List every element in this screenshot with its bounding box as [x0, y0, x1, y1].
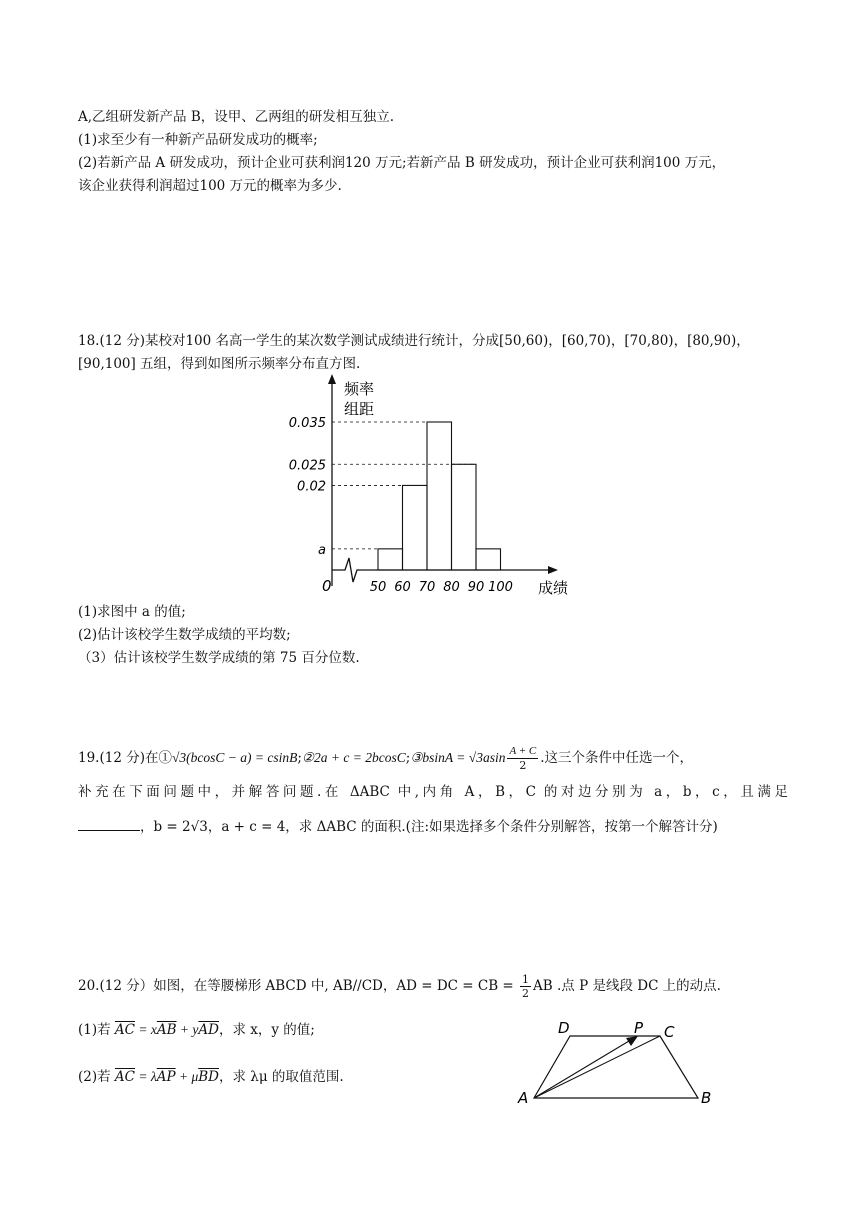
y-tick-label: a [318, 542, 326, 558]
q19-line1: 19.(12 分)在①√3(bcosC − a) = csinB;②2a + c = 2bcosC;③bsinA = √3asin $\frac{A + C}{2}$ .这三个条件中任选一个， [78, 745, 694, 772]
y-label-top: 频率 [344, 380, 375, 398]
vector-ap [534, 1038, 634, 1098]
y-axis-arrow [328, 374, 336, 384]
x-tick-label: 70 [418, 580, 436, 595]
trapezoid-figure [510, 1012, 750, 1122]
x-tick-label: 50 [369, 580, 387, 595]
q19-fraction: $\frac{A + C}{2}$ [509, 745, 537, 772]
q18-intro1: 18.(12 分)某校对100 名高一学生的某次数学测试成绩进行统计，分成[50,60)，[60,70)，[70,80)，[80,90)， [78, 333, 750, 349]
q17-part1: (1)求至少有一种新产品研发成功的概率; [78, 132, 318, 148]
q18-part1: (1)求图中 a 的值; [78, 604, 186, 620]
y-tick-label: 0.02 [297, 479, 326, 495]
histogram-bar [403, 485, 428, 570]
x-axis-arrow [548, 566, 558, 574]
origin-label: 0 [322, 577, 332, 595]
q20-intro: 20.(12 分）如图，在等腰梯形 ABCD 中, AB//CD，AD = DC = CB = $\frac{1}{2}$ AB .点 P 是线段 DC 上的动点. [78, 973, 721, 1000]
q18-part2: (2)估计该校学生数学成绩的平均数; [78, 627, 291, 643]
label-c: C [664, 1023, 675, 1041]
histogram-bar [476, 549, 501, 570]
histogram-bar [378, 549, 403, 570]
label-b: B [701, 1089, 712, 1107]
label-p: P [634, 1019, 644, 1037]
x-tick-label: 60 [394, 580, 411, 595]
x-label: 成绩 [538, 579, 569, 597]
x-tick-label: 100 [488, 580, 513, 595]
q17-line1: A,乙组研发新产品 B，设甲、乙两组的研发相互独立. [78, 109, 395, 125]
q19-line2: 补充在下面问题中，并解答问题.在 ΔABC 中,内角 A，B，C 的对边分别为 a，b，c，且满足 [78, 784, 788, 800]
x-tick-label: 80 [443, 580, 460, 595]
q19-condition-3: ③bsinA = √3asin [410, 750, 506, 765]
x-tick-label: 90 [467, 580, 485, 595]
q19-condition-1: √3(bcosC − a) = csinB [171, 750, 298, 765]
histogram-bar [427, 422, 452, 570]
q19-condition-2: ②2a + c = 2bcosC [301, 750, 406, 765]
y-tick-label: 0.025 [288, 458, 326, 474]
q17-part2b: 该企业获得利润超过100 万元的概率为多少. [78, 178, 342, 194]
q17-part2: (2)若新产品 A 研发成功，预计企业可获利润120 万元;若新产品 B 研发成功，预计企业可获利润100 万元， [78, 155, 726, 171]
q20-part2: (2)若 $\overline{AC} = \lambda\overline{AP} + \mu\overline{BD}$，求 λμ 的取值范围. [78, 1069, 344, 1085]
q20-part1: (1)若 $\overline{AC} = x\overline{AB} + y\overline{AD}$，求 x，y 的值; [78, 1022, 315, 1038]
vector-ap-arrowhead [626, 1036, 638, 1046]
q18-intro2: [90,100] 五组，得到如图所示频率分布直方图. [78, 356, 361, 372]
label-a: A [518, 1089, 529, 1107]
q19-blank [78, 818, 140, 831]
q20-fraction: $\frac{1}{2}$ [522, 973, 530, 1000]
y-tick-label: 0.035 [288, 416, 326, 431]
vector-ac [534, 1036, 660, 1098]
histogram-bar [452, 464, 477, 570]
q18-part3: （3）估计该校学生数学成绩的第 75 百分位数. [78, 650, 360, 666]
q19-line3: ，b = 2√3，a + c = 4，求 ΔABC 的面积.(注:如果选择多个条件分别解答，按第一个解答计分) [78, 817, 718, 837]
y-label-bottom: 组距 [344, 400, 375, 418]
label-d: D [558, 1019, 570, 1037]
trapezoid-abcd [534, 1036, 698, 1098]
